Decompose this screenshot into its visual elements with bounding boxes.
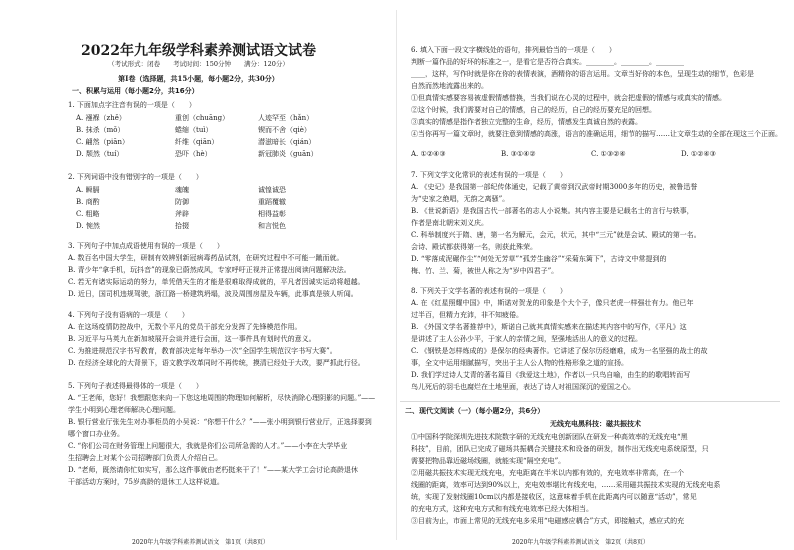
option: 魂魄 bbox=[175, 186, 189, 194]
option: 生招聘会上对某个公司招聘部门负责人介绍自己。 bbox=[68, 454, 222, 462]
option: B. 青少年“拿手机，玩抖音”的现象已蔚然成风，专家呼吁正视并正常提出阅读问题解决法。 bbox=[68, 266, 351, 274]
article-line: 统，实现了发射线圈10cm以内都是接收区，这意味着手机在此距离内可以随意“活动”，常见 bbox=[411, 493, 697, 501]
option: 过半百，但精力充沛，非不知疲倦。 bbox=[411, 311, 523, 319]
question-stem: 8. 下列关于文学名著的表述有误的一项是（ ） bbox=[411, 287, 567, 295]
option: C. 翩然（piān） bbox=[76, 138, 129, 146]
option: B. 银行营业厅张先生对办事柜员的小吴说：“你想干什么？”——张小明到银行营业厅，正选择要到 bbox=[68, 418, 372, 426]
option: 恐吓（hè） bbox=[175, 150, 212, 158]
option: 蜷缩（tuì） bbox=[175, 126, 213, 134]
option: 纤维（qiān） bbox=[175, 138, 219, 146]
exam-subtitle: （考试形式：闭卷 考试时间：150分钟 满分：120分） bbox=[108, 60, 289, 68]
part1-header: 第Ⅰ卷（选择题，共15小题，每小题2分，共30分） bbox=[118, 74, 279, 83]
option: C. ①③②④ bbox=[591, 150, 626, 158]
option: 和言悦色 bbox=[258, 222, 286, 230]
option: D. 惋然 bbox=[76, 222, 100, 230]
option: 拾掇 bbox=[175, 222, 189, 230]
article-line: 线圈的距离，效率可达到90%以上，充电效率堪比有线充电，……采用磁共振技术实现的无线充电系 bbox=[411, 481, 721, 489]
option: 为“史家之绝唱，无韵之离骚”。 bbox=[411, 195, 510, 203]
section1-header: 一、积累与运用（每小题2分，共16分） bbox=[72, 87, 199, 95]
option: A. 在这场疫情防控战中，无数个平凡的党员干部充分发挥了先锋模范作用。 bbox=[68, 323, 302, 331]
option: D. 在经济全球化的大背景下，语文教学改革同时不再传统，摸清已经处于大改，要严抓此行径。 bbox=[68, 359, 365, 367]
question-stem: 7. 下列文学文化常识的表述有误的一项是（ ） bbox=[411, 171, 567, 179]
option: 学生小明到心理老师解决心理问题。 bbox=[68, 406, 180, 414]
option: C. 若无有诸实际运动的努力，单凭借天生的才能是很难取得成就的，平凡者因诚实运动将超越。 bbox=[68, 278, 365, 286]
option: 会诗、殿试都获得第一名，则获此殊荣。 bbox=[411, 243, 537, 251]
passage-line: ③真实的情感是指作者独立完整的生命，经历，情感发生真诚自然的表露。 bbox=[411, 118, 642, 126]
option: 潜滋暗长（qián） bbox=[258, 138, 316, 146]
option: 斧辟 bbox=[175, 210, 189, 218]
page-footer: 2020年九年级学科素养测试语文 第1页（共8页） bbox=[132, 539, 269, 546]
question-stem: 4. 下列句子没有语病的一项是（ ） bbox=[68, 311, 189, 319]
option: 事，全文中运用细腻描写，突出于主人公人物的性格形象之道的宣扬。 bbox=[411, 359, 628, 367]
article-title: 无线充电黑科技：磁共振技术 bbox=[550, 420, 641, 428]
exam-title: 2022年九年级学科素养测试语文试卷 bbox=[81, 43, 316, 59]
option: 哪个窗口办业务。 bbox=[68, 430, 124, 438]
question-stem: 5. 下列句子表述得最得体的一项是（ ） bbox=[68, 382, 203, 390]
passage-line: ____，这样，写作时就是你在你的表情表演，酒精你的语言运用。文章当好你的本色，呈现生动的细节，色彩是 bbox=[411, 70, 754, 78]
option: A. “王老师，您好！我想跟您来向一下您这地周围的物理如何解析，尽快消除心理阴影的问题。”—— bbox=[68, 394, 376, 402]
option: 新冠肺炎（guān） bbox=[258, 150, 318, 158]
article-line: ②用磁共振技术实现无线充电，充电距离在半米以内都有效的，充电效率非常高，在一个 bbox=[411, 469, 684, 477]
option: B. 《外国文学名著推荐中》，斯诺自己就其真情实感来在描述其内容中的写作，《平凡》这 bbox=[411, 323, 687, 331]
option: D. 我们学过诗人艾青的著名篇目《我爱这土地》，作者以一只鸟自喻，由生的的歌唱转而写 bbox=[411, 371, 691, 379]
option: C. 粗略 bbox=[76, 210, 100, 218]
option: A. 《史记》是我国第一部纪传体通史，记载了黄帝到汉武帝时期3000多年的历史，被鲁迅誉 bbox=[411, 183, 698, 191]
option: 人迹罕至（hǎn） bbox=[258, 114, 314, 122]
option: B. 抹杀（mǒ） bbox=[76, 126, 125, 134]
option: D. 颓然（tuí） bbox=[76, 150, 124, 158]
passage-line: 判断一篇作品的好坏的标准之一，是看它是否符合真实。________。________。________ bbox=[411, 58, 684, 66]
option: D. ①②④③ bbox=[681, 150, 716, 158]
option: A. ①②④③ bbox=[411, 150, 446, 158]
option: 干部活动方案时，75岁高龄的退休工人这样说道。 bbox=[68, 478, 224, 486]
article-line: 科技”，目前，团队已完成了磁场共振耦合关键技术和设备的研发，制作出无线充电系统原型，只 bbox=[411, 445, 709, 453]
page-footer: 2020年九年级学科素养测试语文 第2页（共8页） bbox=[512, 539, 649, 546]
option: 鸟儿死后的羽毛也腐烂在土地里面，表达了诗人对祖国深沉的爱国之心。 bbox=[411, 383, 635, 391]
option: C. 《钢铁是怎样炼成的》是保尔的经典著作。它讲述了保尔历经磨难，成为一名坚强的战士的故 bbox=[411, 347, 708, 355]
section2-header: 二、现代文阅读（一）（每小题2分，共6分） bbox=[405, 407, 545, 415]
option: D. 近日，国司机违规驾驶，浙江路一桥建筑坍塌，波及周围房屋及车辆，此事真是骇人听闻。 bbox=[68, 290, 358, 298]
question-stem: 2. 下列词语中没有错别字的一项是（ ） bbox=[68, 173, 203, 181]
passage-line: ①但真情实感要容易被虚假情感替换，当我们说在心灵的过程中，就会把虚假的情感与或真实的情感。 bbox=[411, 94, 726, 102]
option: B. ③①④② bbox=[501, 150, 536, 158]
passage-line: ④当你再写一篇文章时，就要注意到情感的高涨，语言的准确运用，细节的描写……让文章生动的全部在现这三个正面。 bbox=[411, 130, 782, 138]
option: 诚惶诚恐 bbox=[258, 186, 286, 194]
exam-page-2 bbox=[397, 0, 794, 550]
option: 是讲述了主人公孙少平，于家人的亲情之间，坚强地活出人的意义的过程。 bbox=[411, 335, 642, 343]
option: C. 科举制度兴于隋、唐，第一名为解元，会元，状元，其中“三元”就是会试、殿试的第一名。 bbox=[411, 231, 701, 239]
option: C. “你们公司在财务管理上问题很大，我就是你们公司所急需的人才。”——小李在大学毕业 bbox=[68, 442, 348, 450]
option: D. “老师，既然请你忙如实写，那么这件事就由老朽挺来干了！”——某大学工会讨论高龄退休 bbox=[68, 466, 358, 474]
option: 梅、竹、兰、菊，被世人称之为“岁中四君子”。 bbox=[411, 267, 559, 275]
article-line: 需要把物品靠近磁场线圈，就能实现“隔空充电”。 bbox=[411, 457, 566, 465]
option: 重蹈覆辙 bbox=[258, 198, 286, 206]
option: 锲而不舍（qiè） bbox=[258, 126, 311, 134]
option: A. 襁褓（zhě） bbox=[76, 114, 126, 122]
question-stem: 1. 下面加点字注音有误的一项是（ ） bbox=[68, 101, 196, 109]
option: B. 商酌 bbox=[76, 198, 100, 206]
passage-line: 自然而然地流露出来的。 bbox=[411, 82, 488, 90]
option: 相得益彰 bbox=[258, 210, 286, 218]
passage-line: ②这个时候，我们需要对自己的情感，自己的经历，自己的经历要充足的回想。 bbox=[411, 106, 656, 114]
option: C. 为推进规范汉字书写教育，教育部决定每年举办一次“全国学生规范汉字书写大赛”。 bbox=[68, 347, 337, 355]
option: 防御 bbox=[175, 198, 189, 206]
article-line: 的充电方式，这种充电方式和有线充电效率已经大体相当。 bbox=[411, 505, 593, 513]
option: 重创（chuāng） bbox=[175, 114, 230, 122]
option: A. 瞬膈 bbox=[76, 186, 100, 194]
question-stem: 3. 下列句子中加点成语使用有误的一项是（ ） bbox=[68, 242, 224, 250]
option: A. 在《红星照耀中国》中，斯诺对贺龙的印象是个大个子，像只老虎一样强壮有力。他已年 bbox=[411, 299, 694, 307]
option: A. 数百名中国大学生，研制有效辨别新冠病毒药品试剂，在研究过程中不可能一蹴而就。 bbox=[68, 254, 344, 262]
question-stem: 6. 填入下面一段文字横线处的语句，排列最恰当的一项是（ ） bbox=[411, 46, 616, 54]
article-line: ③目前为止，市面上常见的无线充电多采用“电磁感应耦合”方式，即接触式，感应式的充 bbox=[411, 517, 685, 525]
option: 作者是南北朝宋刘义庆。 bbox=[411, 219, 488, 227]
option: B. 《世说新语》是我国古代一部著名的志人小说集。其内容主要是记载名士的言行与轶事， bbox=[411, 207, 694, 215]
section-rule bbox=[400, 401, 780, 402]
option: D. “零落成泥碾作尘”“何处无芳草”“孤芳生幽谷”“采菊东篱下”，古诗文中常提到的 bbox=[411, 255, 667, 263]
article-line: ①中国科学院深圳先进技术院数字研的无线充电创新团队在研发一种高效率的无线充电“黑 bbox=[411, 433, 688, 441]
option: B. 习近平与马英九在新加坡展开会谈并进行会面，这一事件具有划时代的意义。 bbox=[68, 335, 316, 343]
